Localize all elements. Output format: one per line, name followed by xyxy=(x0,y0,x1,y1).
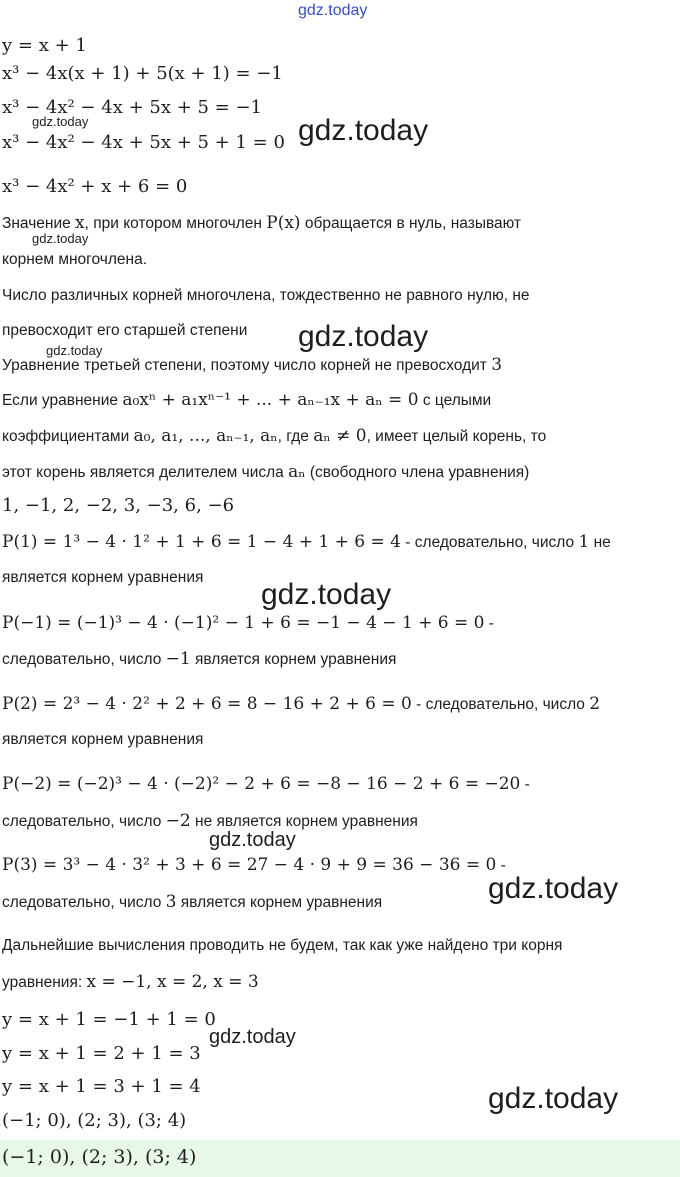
y-value: y = x + 1 = 2 + 1 = 3 xyxy=(2,1043,201,1064)
check-pm1: P(−1) = (−1)³ − 4 · (−1)² − 1 + 6 = −1 − 4 − 1 + 6 = 0 - xyxy=(2,613,494,633)
check-pm2-result: следовательно, число −2 не является корнем уравнения xyxy=(2,811,418,831)
watermark-top: gdz.today xyxy=(298,2,368,19)
theorem-text: Число различных корней многочлена, тождественно не равного нулю, не xyxy=(2,287,530,304)
watermark: gdz.today xyxy=(488,872,619,905)
equation-step: x³ − 4x² − 4x + 5x + 5 + 1 = 0 xyxy=(2,132,285,153)
y-value: y = x + 1 = −1 + 1 = 0 xyxy=(2,1009,216,1030)
check-p1-result: является корнем уравнения xyxy=(2,569,204,586)
watermark: gdz.today xyxy=(261,578,392,611)
equation-cubic: x³ − 4x² + x + 6 = 0 xyxy=(2,176,188,197)
definition-text: корнем многочлена. xyxy=(2,251,147,268)
roots-text: уравнения: x = −1, x = 2, x = 3 xyxy=(2,972,259,992)
check-p1: P(1) = 1³ − 4 · 1² + 1 + 6 = 1 − 4 + 1 + 6 = 4 - следовательно, число 1 не xyxy=(2,532,611,552)
check-p3-result: следовательно, число 3 является корнем уравнения xyxy=(2,892,383,912)
equation-substitution: y = x + 1 xyxy=(2,35,87,56)
watermark: gdz.today xyxy=(209,829,296,851)
theorem-text: Если уравнение a₀xⁿ + a₁xⁿ⁻¹ + ... + aₙ₋₁x + aₙ = 0 с целыми xyxy=(2,390,492,410)
check-p2: P(2) = 2³ − 4 · 2² + 2 + 6 = 8 − 16 + 2 + 6 = 0 - следовательно, число 2 xyxy=(2,694,601,714)
check-p2-result: является корнем уравнения xyxy=(2,731,204,748)
watermark: gdz.today xyxy=(488,1082,619,1115)
theorem-text: коэффициентами a₀, a₁, ..., aₙ₋₁, aₙ, где aₙ ≠ 0, имеет целый корень, то xyxy=(2,426,547,446)
equation-step: x³ − 4x(x + 1) + 5(x + 1) = −1 xyxy=(2,63,283,84)
watermark: gdz.today xyxy=(298,114,429,147)
theorem-text: превосходит его старшей степени xyxy=(2,322,248,339)
check-p3: P(3) = 3³ − 4 · 3² + 3 + 6 = 27 − 4 · 9 + 9 = 36 − 36 = 0 - xyxy=(2,855,506,875)
conclusion-text: Дальнейшие вычисления проводить не будем, так как уже найдено три корня xyxy=(2,937,563,954)
answer-box xyxy=(0,1140,680,1177)
definition-text: Значение x, при котором многочлен P(x) обращается в нуль, называют xyxy=(2,213,522,233)
degree-text: Уравнение третьей степени, поэтому число корней не превосходит 3 xyxy=(2,355,503,375)
answer-text: (−1; 0), (2; 3), (3; 4) xyxy=(2,1146,197,1168)
watermark: gdz.today xyxy=(209,1026,296,1048)
watermark: gdz.today xyxy=(46,343,103,358)
watermark: gdz.today xyxy=(32,114,89,129)
divisors-list: 1, −1, 2, −2, 3, −3, 6, −6 xyxy=(2,495,235,516)
theorem-text: этот корень является делителем числа aₙ (свободного члена уравнения) xyxy=(2,462,530,482)
watermark: gdz.today xyxy=(32,231,89,246)
check-pm1-result: следовательно, число −1 является корнем уравнения xyxy=(2,649,397,669)
watermark: gdz.today xyxy=(298,320,429,353)
equation-step: x³ − 4x² − 4x + 5x + 5 = −1 xyxy=(2,97,263,118)
solution-pairs: (−1; 0), (2; 3), (3; 4) xyxy=(2,1110,187,1131)
check-pm2: P(−2) = (−2)³ − 4 · (−2)² − 2 + 6 = −8 − 16 − 2 + 6 = −20 - xyxy=(2,774,530,794)
y-value: y = x + 1 = 3 + 1 = 4 xyxy=(2,1076,201,1097)
